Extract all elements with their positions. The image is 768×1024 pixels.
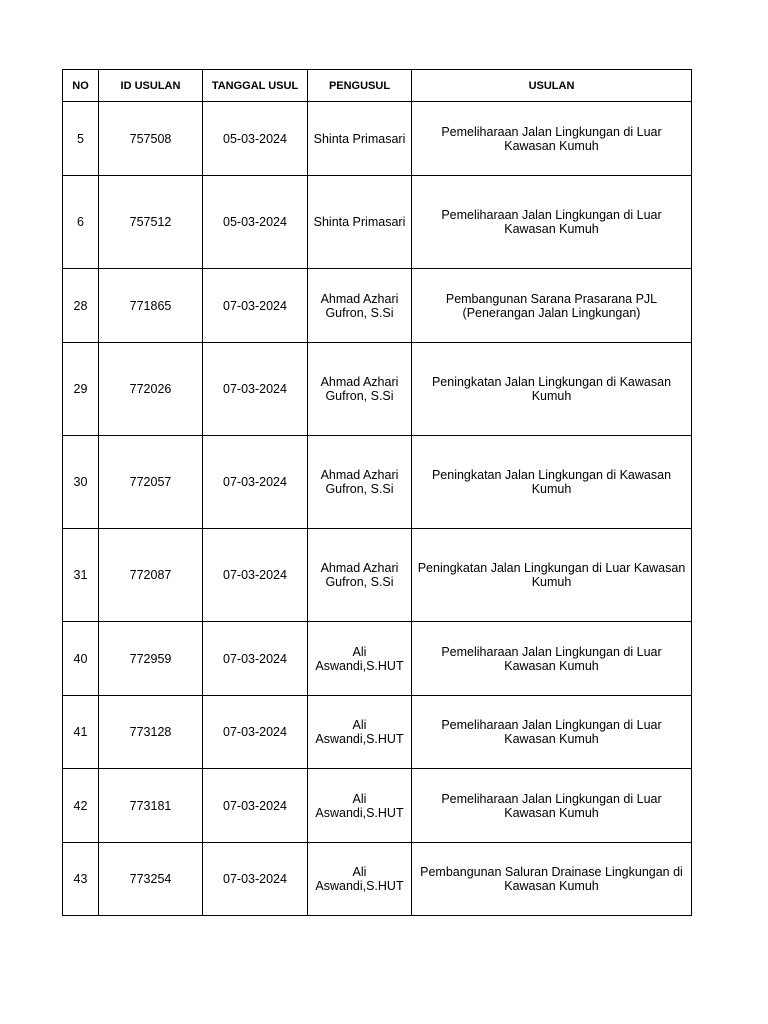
table-row xyxy=(63,176,692,269)
cell-no: 40 xyxy=(63,622,99,696)
proposal-table xyxy=(62,69,692,916)
header-row xyxy=(63,70,692,102)
cell-pengusul: Shinta Primasari xyxy=(308,176,412,269)
cell-pengusul: Ahmad Azhari Gufron, S.Si xyxy=(308,436,412,529)
table-row xyxy=(63,343,692,436)
cell-no: 5 xyxy=(63,102,99,176)
cell-usulan: Peningkatan Jalan Lingkungan di Luar Kawasan Kumuh xyxy=(412,529,692,622)
cell-usulan: Pemeliharaan Jalan Lingkungan di Luar Kawasan Kumuh xyxy=(412,622,692,696)
cell-pengusul: Ahmad Azhari Gufron, S.Si xyxy=(308,269,412,343)
cell-pengusul: Ahmad Azhari Gufron, S.Si xyxy=(308,343,412,436)
cell-no: 30 xyxy=(63,436,99,529)
cell-pengusul: Ahmad Azhari Gufron, S.Si xyxy=(308,529,412,622)
cell-tanggal-usul: 07-03-2024 xyxy=(203,696,308,769)
header-id-usulan: ID USULAN xyxy=(99,70,203,102)
cell-usulan: Pembangunan Saluran Drainase Lingkungan di Kawasan Kumuh xyxy=(412,843,692,916)
cell-pengusul: Ali Aswandi,S.HUT xyxy=(308,769,412,843)
cell-id-usulan: 772959 xyxy=(99,622,203,696)
cell-id-usulan: 772057 xyxy=(99,436,203,529)
cell-tanggal-usul: 07-03-2024 xyxy=(203,843,308,916)
cell-tanggal-usul: 07-03-2024 xyxy=(203,343,308,436)
table-row xyxy=(63,622,692,696)
cell-no: 43 xyxy=(63,843,99,916)
cell-id-usulan: 771865 xyxy=(99,269,203,343)
header-no: NO xyxy=(63,70,99,102)
cell-id-usulan: 757512 xyxy=(99,176,203,269)
cell-pengusul: Ali Aswandi,S.HUT xyxy=(308,843,412,916)
cell-no: 29 xyxy=(63,343,99,436)
table-row xyxy=(63,696,692,769)
cell-id-usulan: 773254 xyxy=(99,843,203,916)
cell-usulan: Peningkatan Jalan Lingkungan di Kawasan Kumuh xyxy=(412,436,692,529)
cell-no: 42 xyxy=(63,769,99,843)
header-tanggal-usul: TANGGAL USUL xyxy=(203,70,308,102)
header-pengusul: PENGUSUL xyxy=(308,70,412,102)
cell-usulan: Pemeliharaan Jalan Lingkungan di Luar Kawasan Kumuh xyxy=(412,769,692,843)
cell-id-usulan: 772087 xyxy=(99,529,203,622)
cell-tanggal-usul: 07-03-2024 xyxy=(203,269,308,343)
cell-no: 28 xyxy=(63,269,99,343)
cell-tanggal-usul: 07-03-2024 xyxy=(203,769,308,843)
table-row xyxy=(63,269,692,343)
cell-no: 6 xyxy=(63,176,99,269)
cell-pengusul: Ali Aswandi,S.HUT xyxy=(308,696,412,769)
cell-id-usulan: 773128 xyxy=(99,696,203,769)
table-row xyxy=(63,843,692,916)
cell-id-usulan: 772026 xyxy=(99,343,203,436)
cell-usulan: Pemeliharaan Jalan Lingkungan di Luar Kawasan Kumuh xyxy=(412,696,692,769)
cell-id-usulan: 773181 xyxy=(99,769,203,843)
cell-tanggal-usul: 05-03-2024 xyxy=(203,176,308,269)
cell-usulan: Peningkatan Jalan Lingkungan di Kawasan Kumuh xyxy=(412,343,692,436)
cell-id-usulan: 757508 xyxy=(99,102,203,176)
cell-usulan: Pembangunan Sarana Prasarana PJL (Penerangan Jalan Lingkungan) xyxy=(412,269,692,343)
table-row xyxy=(63,102,692,176)
cell-no: 31 xyxy=(63,529,99,622)
cell-tanggal-usul: 05-03-2024 xyxy=(203,102,308,176)
cell-pengusul: Ali Aswandi,S.HUT xyxy=(308,622,412,696)
cell-pengusul: Shinta Primasari xyxy=(308,102,412,176)
cell-tanggal-usul: 07-03-2024 xyxy=(203,529,308,622)
cell-usulan: Pemeliharaan Jalan Lingkungan di Luar Kawasan Kumuh xyxy=(412,176,692,269)
table-header xyxy=(63,70,692,102)
cell-tanggal-usul: 07-03-2024 xyxy=(203,436,308,529)
table-row xyxy=(63,436,692,529)
table-row xyxy=(63,529,692,622)
cell-usulan: Pemeliharaan Jalan Lingkungan di Luar Kawasan Kumuh xyxy=(412,102,692,176)
cell-no: 41 xyxy=(63,696,99,769)
header-usulan: USULAN xyxy=(412,70,692,102)
table-body xyxy=(63,102,692,916)
table-row xyxy=(63,769,692,843)
cell-tanggal-usul: 07-03-2024 xyxy=(203,622,308,696)
